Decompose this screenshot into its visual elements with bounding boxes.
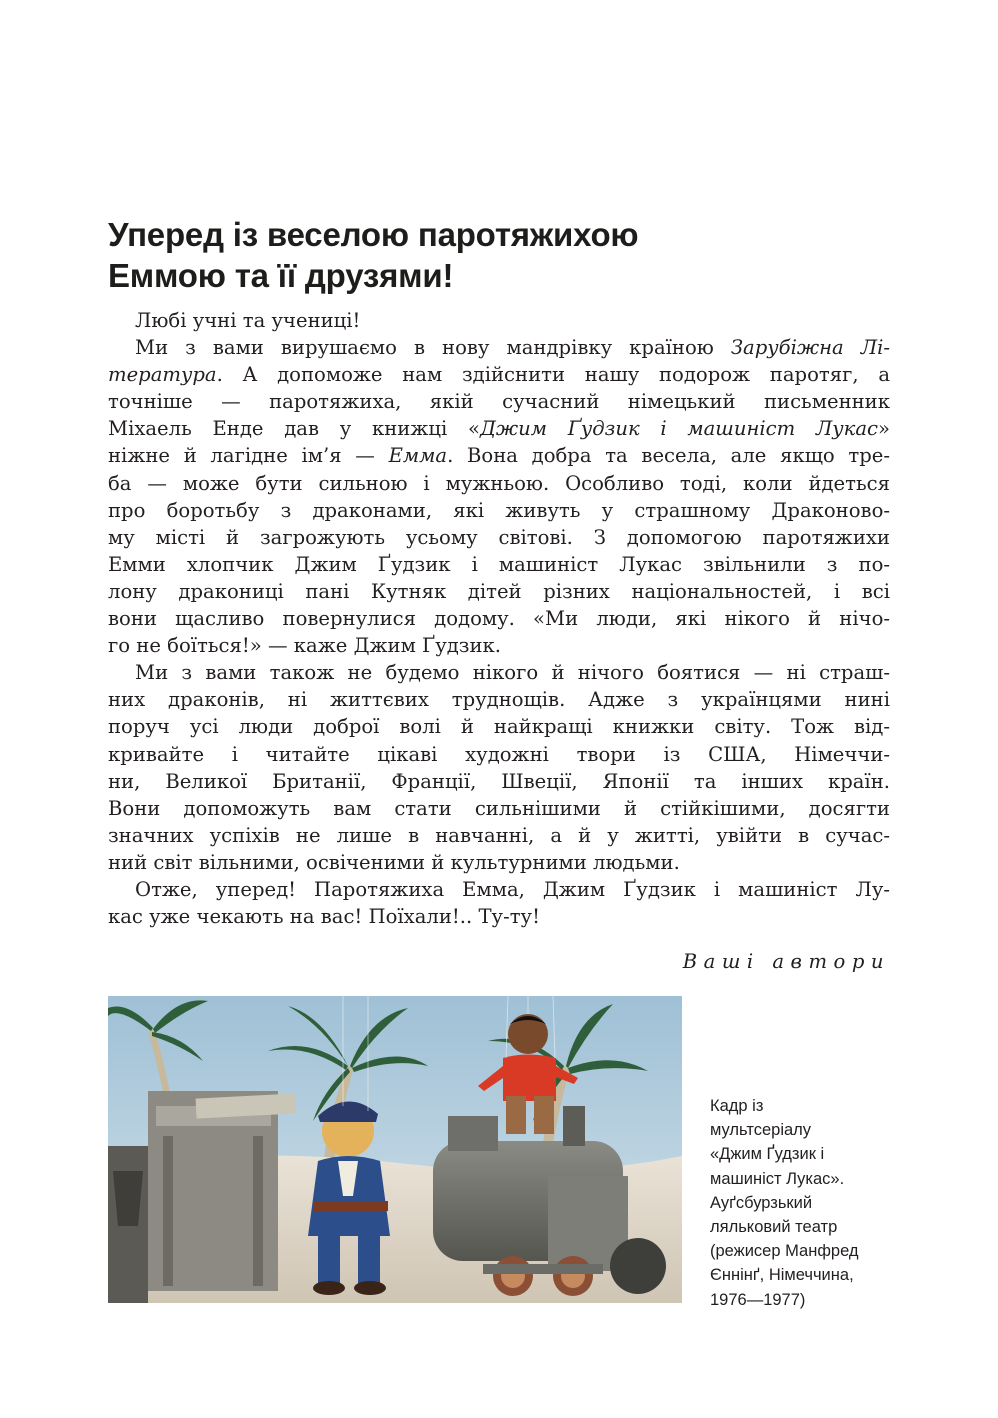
- greeting: Любі учні та учениці!: [135, 309, 361, 332]
- text-line: ний світ вільними, освіченими й культурними людьми.: [108, 850, 680, 874]
- title-line-2: Еммою та її друзями!: [108, 257, 454, 294]
- text-line: Вони допоможуть вам стати сильнішими й стійкішими, досягти: [108, 796, 890, 820]
- cartoon-still-photo: [108, 996, 682, 1303]
- text-line: точніше — паротяжиха, якій сучасний німецький письменник: [108, 390, 890, 414]
- text-line: кас уже чекають на вас! Поїхали!.. Ту-ту!: [108, 905, 540, 929]
- text-line: Отже, уперед! Паротяжиха Емма, Джим Ґудзик і машиніст Лу-: [135, 877, 890, 901]
- paragraph-3: [108, 876, 890, 930]
- caption-line: 1976—1977): [710, 1290, 806, 1309]
- caption-line: (режисер Манфред: [710, 1242, 859, 1261]
- text-line: му місті й загрожують усьому світові. З допомогою паротяжихи: [108, 525, 890, 549]
- authors-signature: Ваші автори: [682, 950, 890, 973]
- text-line: Ми з вами вирушаємо в нову мандрівку країною Зарубіжна Лі-: [135, 336, 890, 360]
- page-title: [108, 214, 898, 296]
- text-line: вони щасливо повернулися додому. «Ми люди, які нікого й нічо-: [108, 607, 890, 631]
- intro-letter: [108, 307, 890, 930]
- text-line: Емми хлопчик Джим Ґудзик і машиніст Лукас звільнили з по-: [108, 552, 890, 576]
- paragraph-2: [108, 659, 890, 876]
- caption-line: машиніст Лукас».: [710, 1169, 845, 1188]
- caption-line: мультсеріалу: [710, 1121, 812, 1140]
- text-line: го не боїться!» — каже Джим Ґудзик.: [108, 634, 502, 658]
- text-line: кривайте і читайте цікаві художні твори із США, Німеччи-: [108, 742, 890, 766]
- caption-line: Ауґсбурзький: [710, 1193, 813, 1212]
- text-line: ніжне й лагідне ім’я — Емма. Вона добра та весела, але якщо тре-: [108, 444, 890, 468]
- caption-line: Єннінґ, Німеччина,: [710, 1266, 854, 1285]
- caption-line: «Джим Ґудзик і: [710, 1145, 825, 1164]
- text-line: про боротьбу з драконами, які живуть у страшному Драконово-: [108, 498, 890, 522]
- caption-line: ляльковий театр: [710, 1218, 838, 1237]
- text-line: ни, Великої Британії, Франції, Швеції, Японії та інших країн.: [108, 769, 890, 793]
- text-line: лону дракониці пані Кутняк дітей різних національностей, і всі: [108, 579, 890, 603]
- title-line-1: Уперед із веселою паротяжихою: [108, 216, 639, 253]
- text-line: тература. А допоможе нам здійснити нашу подорож паротяг, а: [108, 363, 890, 387]
- photo-caption: [710, 1094, 895, 1312]
- caption-line: Кадр із: [710, 1097, 764, 1115]
- text-line: ба — може бути сильною і мужньою. Особливо тоді, коли йдеться: [108, 471, 890, 495]
- paragraph-1: [108, 334, 890, 659]
- text-line: них драконів, ні життєвих труднощів. Адже з українцями нині: [108, 688, 890, 712]
- text-line: Міхаель Енде дав у книжці «Джим Ґудзик і машиніст Лукас»: [108, 417, 891, 441]
- text-line: значних успіхів не лише в навчанні, а й у житті, увійти в сучас-: [108, 823, 890, 847]
- text-line: Ми з вами також не будемо нікого й нічого боятися — ні страш-: [135, 661, 890, 685]
- puppet-scene-illustration: [108, 996, 682, 1303]
- text-line: поруч усі люди доброї волі й найкращі книжки світу. Тож від-: [108, 715, 890, 739]
